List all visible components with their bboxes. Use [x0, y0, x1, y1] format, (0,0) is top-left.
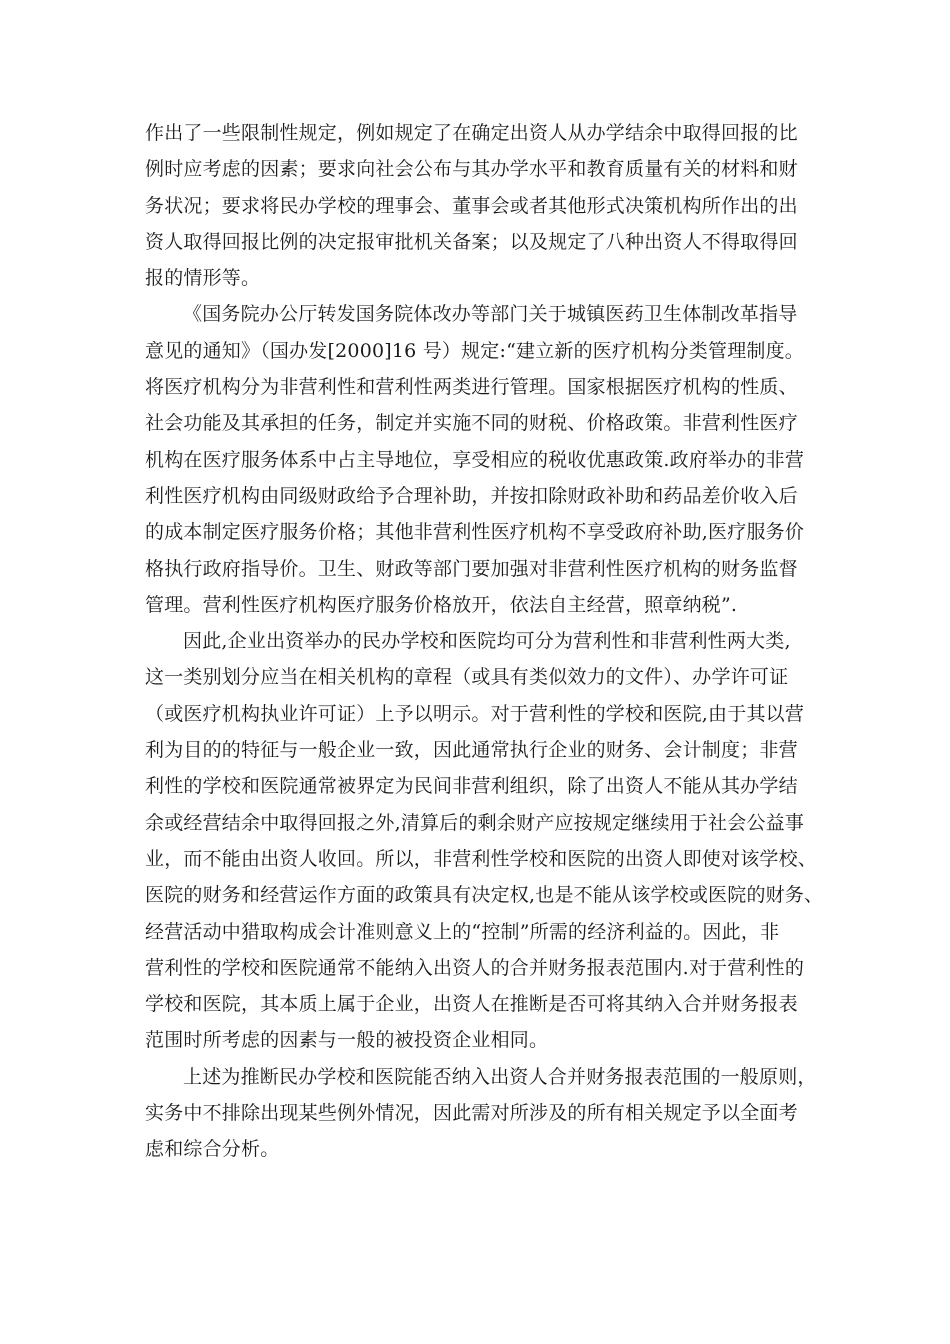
text-line: 利性的学校和医院通常被界定为民间非营利组织，除了出资人不能从其办学结	[145, 775, 798, 798]
text-line: 例时应考虑的因素；要求向社会公布与其办学水平和教育质量有关的材料和财	[145, 158, 798, 181]
text-line: 将医疗机构分为非营利性和营利性两类进行管理。国家根据医疗机构的性质、	[145, 376, 798, 399]
paragraph-2	[145, 296, 810, 623]
text-line: 利为目的的特征与一般企业一致，因此通常执行企业的财务、会计制度；非营	[145, 739, 798, 762]
text-line: 学校和医院，其本质上属于企业，出资人在推断是否可将其纳入合并财务报表	[145, 993, 798, 1016]
text-line: 《国务院办公厅转发国务院体改办等部门关于城镇医药卫生体制改革指导	[183, 303, 798, 326]
text-line: 营利性的学校和医院通常不能纳入出资人的合并财务报表范围内.对于营利性的	[145, 956, 805, 979]
text-line: 余或经营结余中取得回报之外,清算后的剩余财产应按规定继续用于社会公益事	[145, 811, 805, 834]
text-line: 作出了一些限制性规定，例如规定了在确定出资人从办学结余中取得回报的比	[145, 122, 798, 144]
text-line: 上述为推断民办学校和医院能否纳入出资人合并财务报表范围的一般原则，	[183, 1065, 817, 1088]
text-line: 格执行政府指导价。卫生、财政等部门要加强对非营利性医疗机构的财务监督	[145, 557, 798, 580]
text-line: 利性医疗机构由同级财政给予合理补助，并按扣除财政补助和药品差价收入后	[145, 484, 798, 507]
text-line: 这一类别划分应当在相关机构的章程（或具有类似效力的文件）、办学许可证	[145, 666, 789, 689]
text-line: 资人取得回报比例的决定报审批机关备案；以及规定了八种出资人不得取得回	[145, 230, 798, 253]
document-page	[145, 115, 824, 1168]
paragraph-4	[145, 1059, 817, 1168]
text-line: 的成本制定医疗服务价格；其他非营利性医疗机构不享受政府补助,医疗服务价	[145, 521, 805, 544]
paragraph-3	[145, 623, 824, 1059]
text-line: 报的情形等。	[145, 267, 261, 290]
text-line: 医院的财务和经营运作方面的政策具有决定权,也是不能从该学校或医院的财务、	[145, 884, 824, 907]
text-line: 范围时所考虑的因素与一般的被投资企业相同。	[145, 1029, 549, 1052]
text-line: 社会功能及其承担的任务，制定并实施不同的财税、价格政策。非营利性医疗	[145, 412, 798, 435]
paragraph-1	[145, 115, 810, 296]
text-line: （或医疗机构执业许可证）上予以明示。对于营利性的学校和医院,由于其以营	[145, 702, 805, 725]
text-line: 因此,企业出资举办的民办学校和医院均可分为营利性和非营利性两大类,	[183, 630, 791, 653]
text-line: 管理。营利性医疗机构医疗服务价格放开，依法自主经营，照章纳税”.	[145, 593, 738, 616]
text-line: 经营活动中猎取构成会计准则意义上的“控制”所需的经济利益的。因此，非	[145, 920, 780, 943]
text-line: 意见的通知》（国办发[2000]16 号）规定:“建立新的医疗机构分类管理制度。	[145, 339, 805, 362]
text-line: 业，而不能由出资人收回。所以，非营利性学校和医院的出资人即使对该学校、	[145, 847, 818, 870]
text-line: 虑和综合分析。	[145, 1138, 280, 1161]
text-line: 实务中不排除出现某些例外情况，因此需对所涉及的所有相关规定予以全面考	[145, 1102, 798, 1125]
text-line: 机构在医疗服务体系中占主导地位，享受相应的税收优惠政策.政府举办的非营	[145, 448, 805, 471]
text-line: 务状况；要求将民办学校的理事会、董事会或者其他形式决策机构所作出的出	[145, 194, 798, 217]
